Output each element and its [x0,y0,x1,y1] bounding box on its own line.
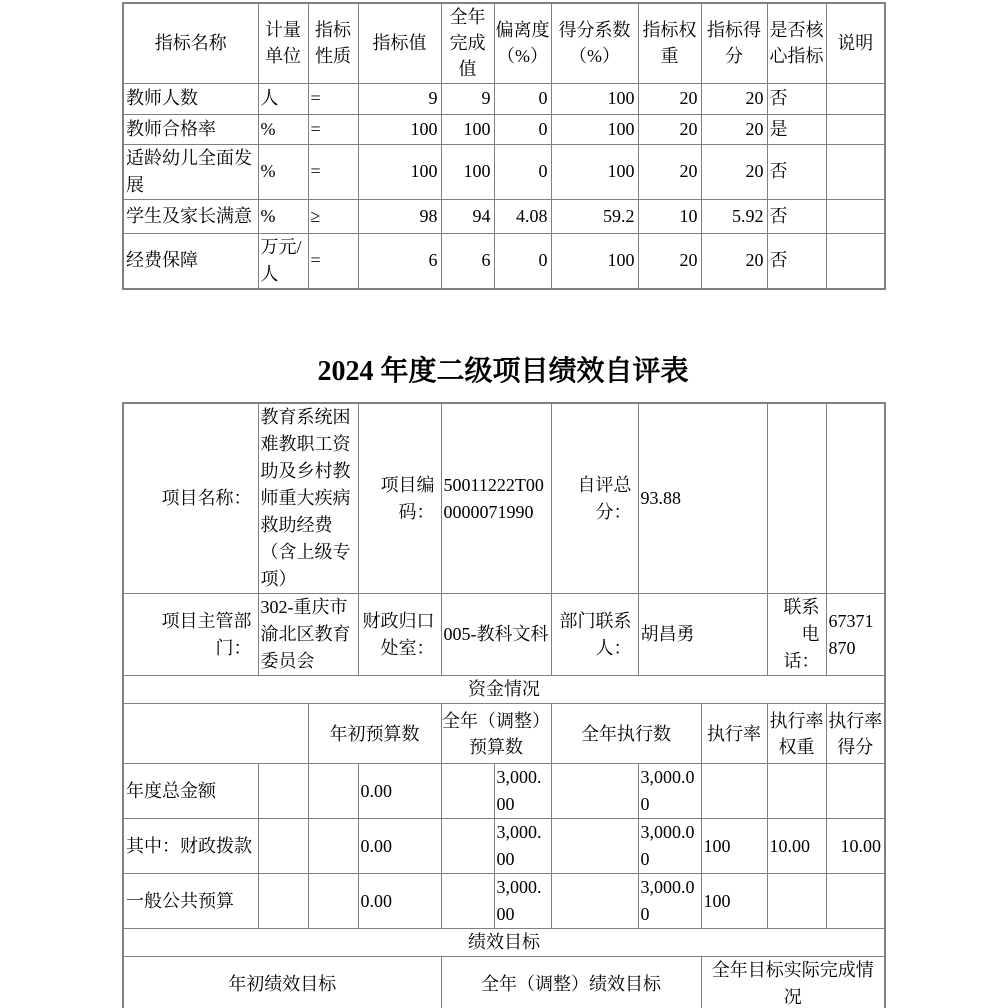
indicator-name-cell: 适龄幼儿全面发展 [123,144,258,199]
indicator-header-row [123,3,885,83]
deviation-cell: 4.08 [494,199,551,233]
funding-header-row [123,704,885,764]
target-value-cell: 98 [358,199,441,233]
project-dept-row [123,594,885,676]
funding-label-cell: 年度总金额 [123,764,258,819]
target-value-cell: 100 [358,144,441,199]
goal-section-row [123,929,885,957]
goal-section-title: 绩效目标 [123,929,885,957]
empty-cell [441,764,494,819]
empty-cell [551,819,638,874]
header-nature: 指标性质 [308,3,358,83]
score-cell: 20 [701,83,767,114]
completed-value-cell: 100 [441,114,494,144]
phone-label: 联系电话： [767,594,826,676]
unit-cell: 万元/人 [258,233,308,289]
page-title: 2024 年度二级项目绩效自评表 [317,356,689,387]
completed-value-cell: 100 [441,144,494,199]
exec-rate-cell: 100 [701,874,767,929]
header-score: 指标得分 [701,3,767,83]
table-row [123,144,885,199]
empty-cell [258,874,308,929]
project-code-label: 项目编码： [358,403,441,594]
dept-label: 项目主管部门： [123,594,258,676]
exec-rate-cell: 100 [701,819,767,874]
note-cell [826,83,885,114]
core-indicator-cell: 否 [767,233,826,289]
header-exec-rate-score: 执行率得分 [826,704,885,764]
header-deviation: 偏离度（%） [494,3,551,83]
score-coefficient-cell: 100 [551,233,638,289]
core-indicator-cell: 否 [767,83,826,114]
contact-value: 胡昌勇 [638,594,767,676]
exec-rate-score-cell: 10.00 [826,819,885,874]
self-score-value: 93.88 [638,403,767,594]
goal-header-row [123,957,885,1008]
funding-row [123,874,885,929]
indicator-table [122,2,886,290]
unit-cell: % [258,199,308,233]
funding-row [123,819,885,874]
indicator-name-cell: 学生及家长满意 [123,199,258,233]
empty-cell [826,403,885,594]
core-indicator-cell: 是 [767,114,826,144]
table-row [123,114,885,144]
completed-value-cell: 6 [441,233,494,289]
finance-office-label: 财政归口处室： [358,594,441,676]
weight-cell: 20 [638,233,701,289]
empty-cell [551,764,638,819]
score-cell: 20 [701,144,767,199]
target-value-cell: 9 [358,83,441,114]
exec-rate-weight-cell [767,764,826,819]
initial-budget-cell: 0.00 [358,819,441,874]
header-core-indicator: 是否核心指标 [767,3,826,83]
core-indicator-cell: 否 [767,144,826,199]
table-row [123,233,885,289]
nature-cell: = [308,144,358,199]
exec-rate-weight-cell: 10.00 [767,819,826,874]
project-name-value: 教育系统困难教职工资助及乡村教师重大疾病救助经费（含上级专项） [258,403,358,594]
empty-cell [123,704,308,764]
project-table [122,402,886,1008]
empty-cell [308,874,358,929]
header-adjusted-goal: 全年（调整）绩效目标 [441,957,701,1008]
funding-row [123,764,885,819]
funding-label-cell: 其中：财政拨款 [123,819,258,874]
score-cell: 5.92 [701,199,767,233]
unit-cell: % [258,144,308,199]
project-name-row [123,403,885,594]
completed-value-cell: 94 [441,199,494,233]
weight-cell: 10 [638,199,701,233]
nature-cell: ≥ [308,199,358,233]
indicator-name-cell: 教师人数 [123,83,258,114]
score-cell: 20 [701,233,767,289]
funding-section-title: 资金情况 [123,676,885,704]
unit-cell: 人 [258,83,308,114]
score-cell: 20 [701,114,767,144]
note-cell [826,199,885,233]
header-unit: 计量单位 [258,3,308,83]
empty-cell [258,764,308,819]
header-score-coefficient: 得分系数（%） [551,3,638,83]
exec-rate-weight-cell [767,874,826,929]
adjusted-budget-cell: 3,000.00 [494,819,551,874]
empty-cell [551,874,638,929]
score-coefficient-cell: 100 [551,83,638,114]
score-coefficient-cell: 59.2 [551,199,638,233]
weight-cell: 20 [638,144,701,199]
empty-cell [441,874,494,929]
note-cell [826,233,885,289]
header-adjusted-budget: 全年（调整）预算数 [441,704,551,764]
table-row [123,199,885,233]
executed-cell: 3,000.00 [638,819,701,874]
header-initial-goal: 年初绩效目标 [123,957,441,1008]
deviation-cell: 0 [494,233,551,289]
phone-value: 67371870 [826,594,885,676]
executed-cell: 3,000.00 [638,874,701,929]
sheet [122,2,884,1008]
score-coefficient-cell: 100 [551,114,638,144]
adjusted-budget-cell: 3,000.00 [494,764,551,819]
target-value-cell: 100 [358,114,441,144]
note-cell [826,114,885,144]
nature-cell: = [308,83,358,114]
dept-value: 302-重庆市渝北区教育委员会 [258,594,358,676]
empty-cell [767,403,826,594]
header-exec-rate: 执行率 [701,704,767,764]
adjusted-budget-cell: 3,000.00 [494,874,551,929]
exec-rate-score-cell [826,764,885,819]
initial-budget-cell: 0.00 [358,874,441,929]
empty-cell [441,819,494,874]
table-row [123,83,885,114]
target-value-cell: 6 [358,233,441,289]
header-target-value: 指标值 [358,3,441,83]
funding-section-row [123,676,885,704]
project-name-label: 项目名称： [123,403,258,594]
header-note: 说明 [826,3,885,83]
header-weight: 指标权重 [638,3,701,83]
self-score-label: 自评总分： [551,403,638,594]
note-cell [826,144,885,199]
exec-rate-score-cell [826,874,885,929]
project-code-value: 50011222T000000071990 [441,403,551,594]
finance-office-value: 005-教科文科 [441,594,551,676]
indicator-name-cell: 教师合格率 [123,114,258,144]
score-coefficient-cell: 100 [551,144,638,199]
empty-cell [308,819,358,874]
deviation-cell: 0 [494,83,551,114]
weight-cell: 20 [638,83,701,114]
deviation-cell: 0 [494,114,551,144]
executed-cell: 3,000.00 [638,764,701,819]
nature-cell: = [308,114,358,144]
header-executed: 全年执行数 [551,704,701,764]
header-indicator-name: 指标名称 [123,3,258,83]
header-actual-completion: 全年目标实际完成情况 [701,957,885,1008]
empty-cell [308,764,358,819]
core-indicator-cell: 否 [767,199,826,233]
completed-value-cell: 9 [441,83,494,114]
weight-cell: 20 [638,114,701,144]
initial-budget-cell: 0.00 [358,764,441,819]
header-initial-budget: 年初预算数 [308,704,441,764]
exec-rate-cell [701,764,767,819]
header-completed-value: 全年完成值 [441,3,494,83]
funding-label-cell: 一般公共预算 [123,874,258,929]
unit-cell: % [258,114,308,144]
deviation-cell: 0 [494,144,551,199]
empty-cell [258,819,308,874]
nature-cell: = [308,233,358,289]
contact-label: 部门联系人： [551,594,638,676]
header-exec-rate-weight: 执行率权重 [767,704,826,764]
indicator-name-cell: 经费保障 [123,233,258,289]
